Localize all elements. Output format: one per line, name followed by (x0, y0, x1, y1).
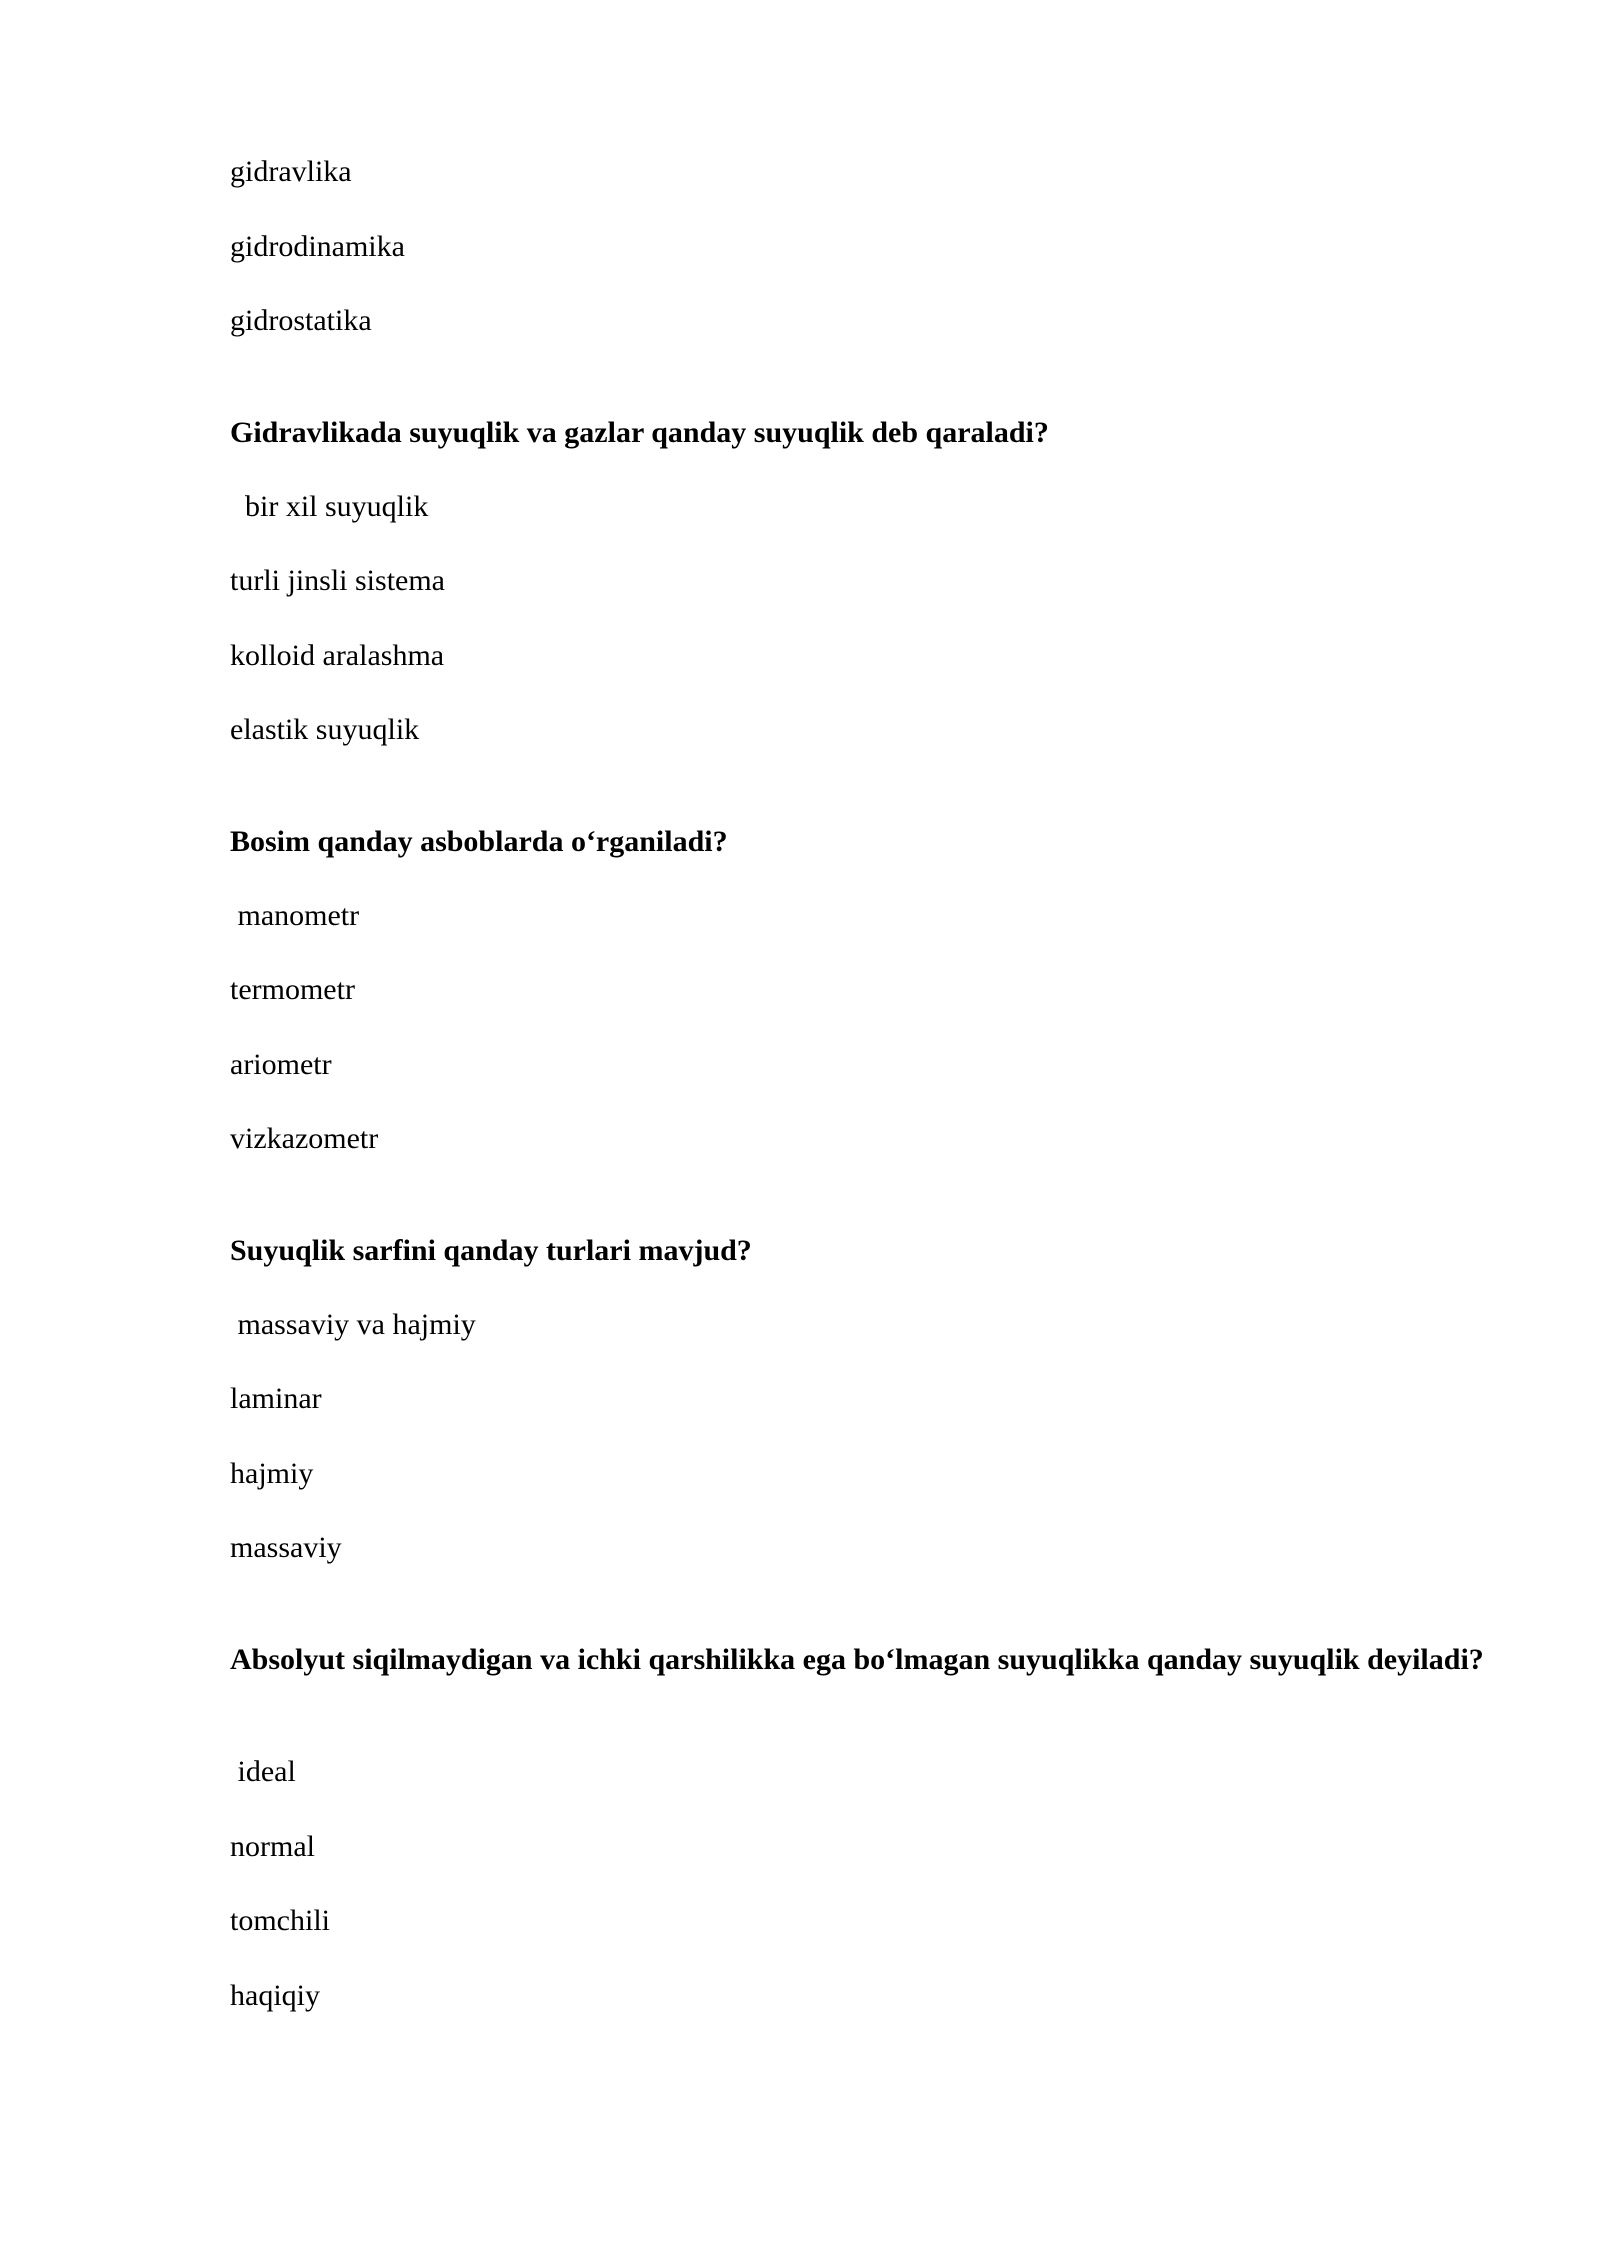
option-item: laminar (230, 1382, 322, 1415)
question-text: Gidravlikada suyuqlik va gazlar qanday suyuqlik deb qaraladi? (230, 416, 1049, 449)
question-text: Bosim qanday asboblarda o‘rganiladi? (230, 825, 728, 858)
option-item: kolloid aralashma (230, 639, 445, 672)
option-item: turli jinsli sistema (230, 564, 445, 597)
question-text: Absolyut siqilmaydigan va ichki qarshilikka ega bo‘lmagan suyuqlikka qanday suyuqlik deyiladi? (230, 1643, 1484, 1676)
option-item: normal (230, 1830, 315, 1863)
question-text: Suyuqlik sarfini qanday turlari mavjud? (230, 1234, 752, 1267)
option-item: hajmiy (230, 1457, 314, 1490)
option-item: massaviy va hajmiy (230, 1308, 476, 1341)
option-item: haqiqiy (230, 1979, 320, 2012)
option-item: manometr (230, 899, 360, 932)
option-item: gidrostatika (230, 304, 372, 337)
option-item: termometr (230, 973, 355, 1006)
option-item: ideal (230, 1755, 296, 1788)
option-item: vizkazometr (230, 1122, 379, 1155)
option-item: gidrodinamika (230, 230, 405, 263)
option-item: massaviy (230, 1531, 342, 1564)
option-item: ariometr (230, 1048, 332, 1081)
option-item: tomchili (230, 1904, 330, 1937)
option-item: bir xil suyuqlik (230, 490, 429, 523)
option-item: elastik suyuqlik (230, 713, 420, 746)
option-item: gidravlika (230, 155, 352, 188)
